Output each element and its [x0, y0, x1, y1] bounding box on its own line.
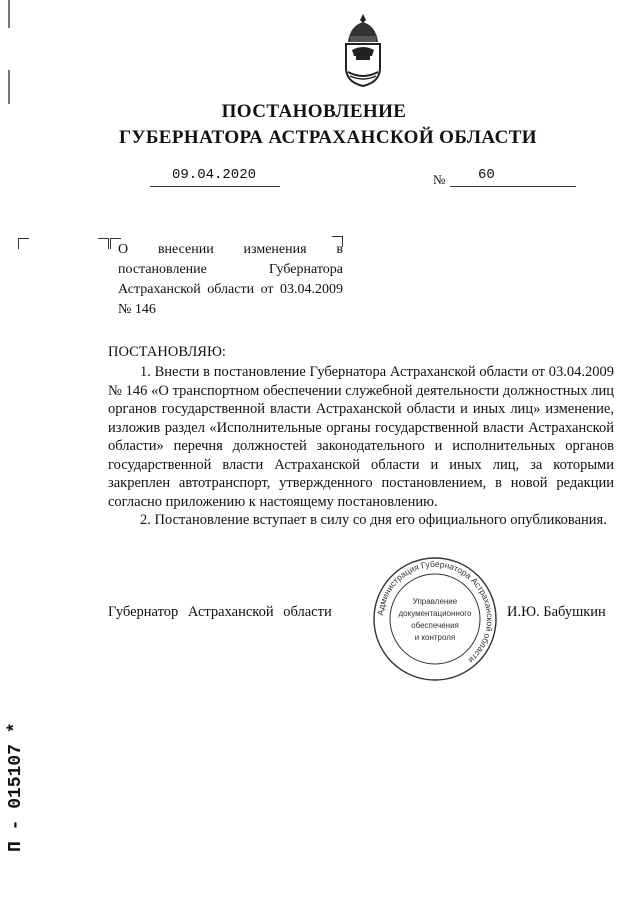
document-body: [108, 363, 614, 530]
signatory-position: Губернатор Астраханской области: [108, 604, 332, 620]
margin-line: [8, 0, 10, 28]
serial-code-text: П - 015107 *: [6, 722, 26, 852]
bracket-corner-icon: [18, 238, 29, 249]
document-number: 60: [478, 167, 495, 183]
issuer-title: ГУБЕРНАТОРА АСТРАХАНСКОЙ ОБЛАСТИ: [119, 127, 537, 148]
signatory-name: И.Ю. Бабушкин: [507, 604, 606, 620]
stamp-line: и контроля: [414, 633, 456, 642]
margin-line: [8, 70, 10, 104]
number-sign: №: [433, 172, 446, 187]
bracket-corner-icon: [98, 238, 109, 249]
side-serial-code: [0, 680, 30, 860]
stamp-line: обеспечения: [411, 621, 459, 630]
coat-of-arms-icon: [340, 12, 386, 88]
paragraph-1: 1. Внести в постановление Губернатора Астраханской области от 03.04.2009 № 146 «О транспортном обеспечении служебной деятельности должностных лиц органов государственной власти Астраханской области и иных лиц» изменение, изложив раздел «Исполнительные органы государственной власти Астраханской области» перечня должностей законодательного и исполнительных органов государственной власти Астраханской области и иных лиц, за которыми закреплен автотранспорт, утвержденного постановлением, в новой редакции согласно приложению к настоящему постановлению.: [108, 364, 614, 510]
official-stamp: [372, 556, 498, 682]
date-underline: [150, 186, 280, 187]
document-type-title: ПОСТАНОВЛЕНИЕ: [221, 101, 407, 122]
stamp-outer-text: Администрация Губернатора Астраханской области: [375, 558, 496, 666]
stamp-line: Управление: [412, 597, 458, 606]
decree-word: ПОСТАНОВЛЯЮ:: [108, 344, 226, 360]
document-subject: О внесении изменения в постановление Губернатора Астраханской области от 03.04.2009 № 146: [118, 242, 343, 317]
document-date: 09.04.2020: [171, 167, 256, 183]
paragraph-2: 2. Постановление вступает в силу со дня его официального опубликования.: [140, 512, 607, 528]
number-underline: [450, 186, 576, 187]
stamp-line: документационного: [398, 609, 472, 618]
